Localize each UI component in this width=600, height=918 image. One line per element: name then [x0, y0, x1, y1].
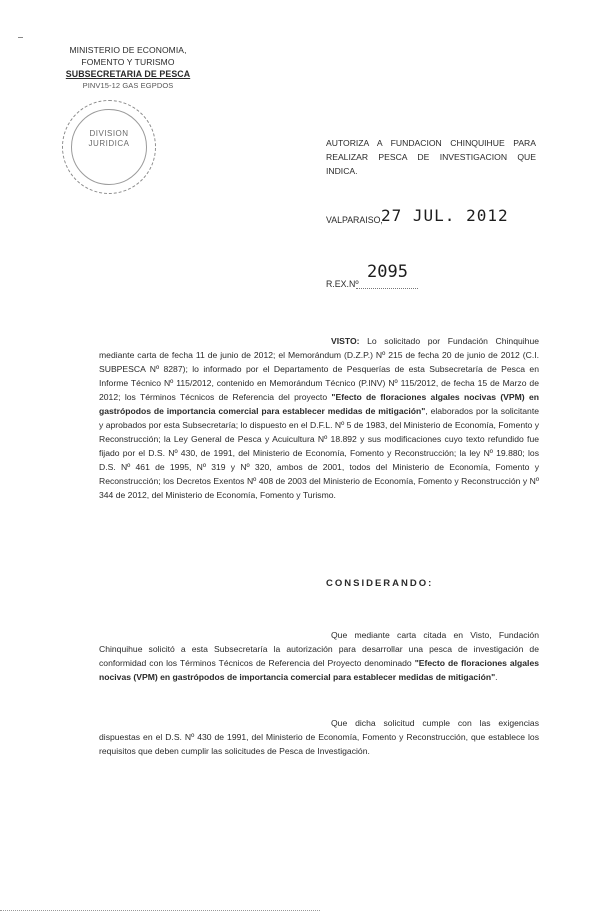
resolution-dotted-line [356, 288, 418, 289]
margin-mark [18, 37, 23, 38]
resolution-label: R.EX.Nº [326, 279, 359, 289]
place: VALPARAISO, [326, 215, 383, 225]
para1-project-title: "Efecto de floraciones algales nocivas (VPM) en gastrópodos de importancia comercial para establecer medidas de mitigación" [99, 658, 539, 682]
considerando-paragraph-2: Que dicha solicitud cumple con las exigencias dispuestas en el D.S. Nº 430 de 1991, del Ministerio de Economía, Fomento y Reconstrucción, que establece los requisitos que deben cumplir las solicitudes de Pesca de Investigación. [99, 718, 539, 756]
visto-project-title: "Efecto de floraciones algales nocivas (VPM) en gastrópodos de importancia comercial para establecer medidas de mitigación" [99, 392, 539, 416]
subsecretaria-name: SUBSECRETARIA DE PESCA [65, 69, 191, 79]
stamp-line-1: DIVISION [89, 129, 129, 138]
visto-paragraph [99, 334, 539, 502]
considerando-paragraph-1 [99, 628, 539, 684]
para1-text-1: Que mediante carta citada en Visto, Fundación Chinquihue solicitó a esta Subsecretaría la autorización para desarrollar una pesca de investigación de conformidad con los Términos Técnicos de Referencia del Proyecto denominado [99, 630, 539, 668]
ministry-header [48, 44, 208, 92]
para1-text-2: . [495, 672, 498, 682]
visto-lead: VISTO: [331, 336, 360, 346]
ministry-name-cont: FOMENTO Y TURISMO [81, 57, 175, 67]
place-date [326, 206, 546, 228]
resolution-subject: AUTORIZA A FUNDACION CHINQUIHUE PARA REALIZAR PESCA DE INVESTIGACION QUE INDICA. [326, 138, 536, 176]
date-stamp: 27 JUL. 2012 [381, 206, 509, 225]
division-juridica-stamp [62, 100, 156, 194]
stamp-text [63, 129, 155, 149]
visto-text-2: , elaborados por la solicitante y aprobados por esta Subsecretaría; lo dispuesto en el D.F.L. Nº 5 de 1983, del Ministerio de Economía, Fomento y Reconstrucción; la Ley General de Pesca y Acuicultura Nº 18.892 y sus modificaciones cuyo texto refundido fue fijado por el D.S. Nº 430, de 1991, del Ministerio de Economía, Fomento y Reconstrucción; la ley Nº 19.880; los D.S. Nº 461 de 1995, Nº 319 y Nº 320, ambos de 2001, todos del Ministerio de Economía, Fomento y Reconstrucción; los Decretos Exentos Nº 408 de 2003 del Ministerio de Economía, Fomento y Reconstrucción y Nº 344 de 2012, del Ministerio de Economía, Fomento y Turismo. [99, 406, 539, 500]
resolution-number [326, 262, 546, 292]
footer-dotted-line [0, 910, 320, 911]
visto-text-1: Lo solicitado por Fundación Chinquihue mediante carta de fecha 11 de junio de 2012; el Memorándum (D.Z.P.) Nº 215 de fecha 20 de junio de 2012 (C.I. SUBPESCA Nº 8287); lo informado por el Departamento de Pesquerías de esta Subsecretaría de Pesca en Informe Técnico Nº 115/2012, contenido en Memorándum Técnico (P.INV) Nº 115/2012, de fecha 15 de Marzo de 2012; los Términos Técnicos de Referencia del proyecto [99, 336, 539, 402]
ministry-name: MINISTERIO DE ECONOMIA, [69, 45, 187, 55]
stamp-line-2: JURIDICA [88, 139, 130, 148]
considerando-heading: CONSIDERANDO: [326, 578, 434, 589]
office-code: PINV15-12 GAS EGPDOS [82, 81, 174, 90]
resolution-number-value: 2095 [367, 262, 408, 282]
